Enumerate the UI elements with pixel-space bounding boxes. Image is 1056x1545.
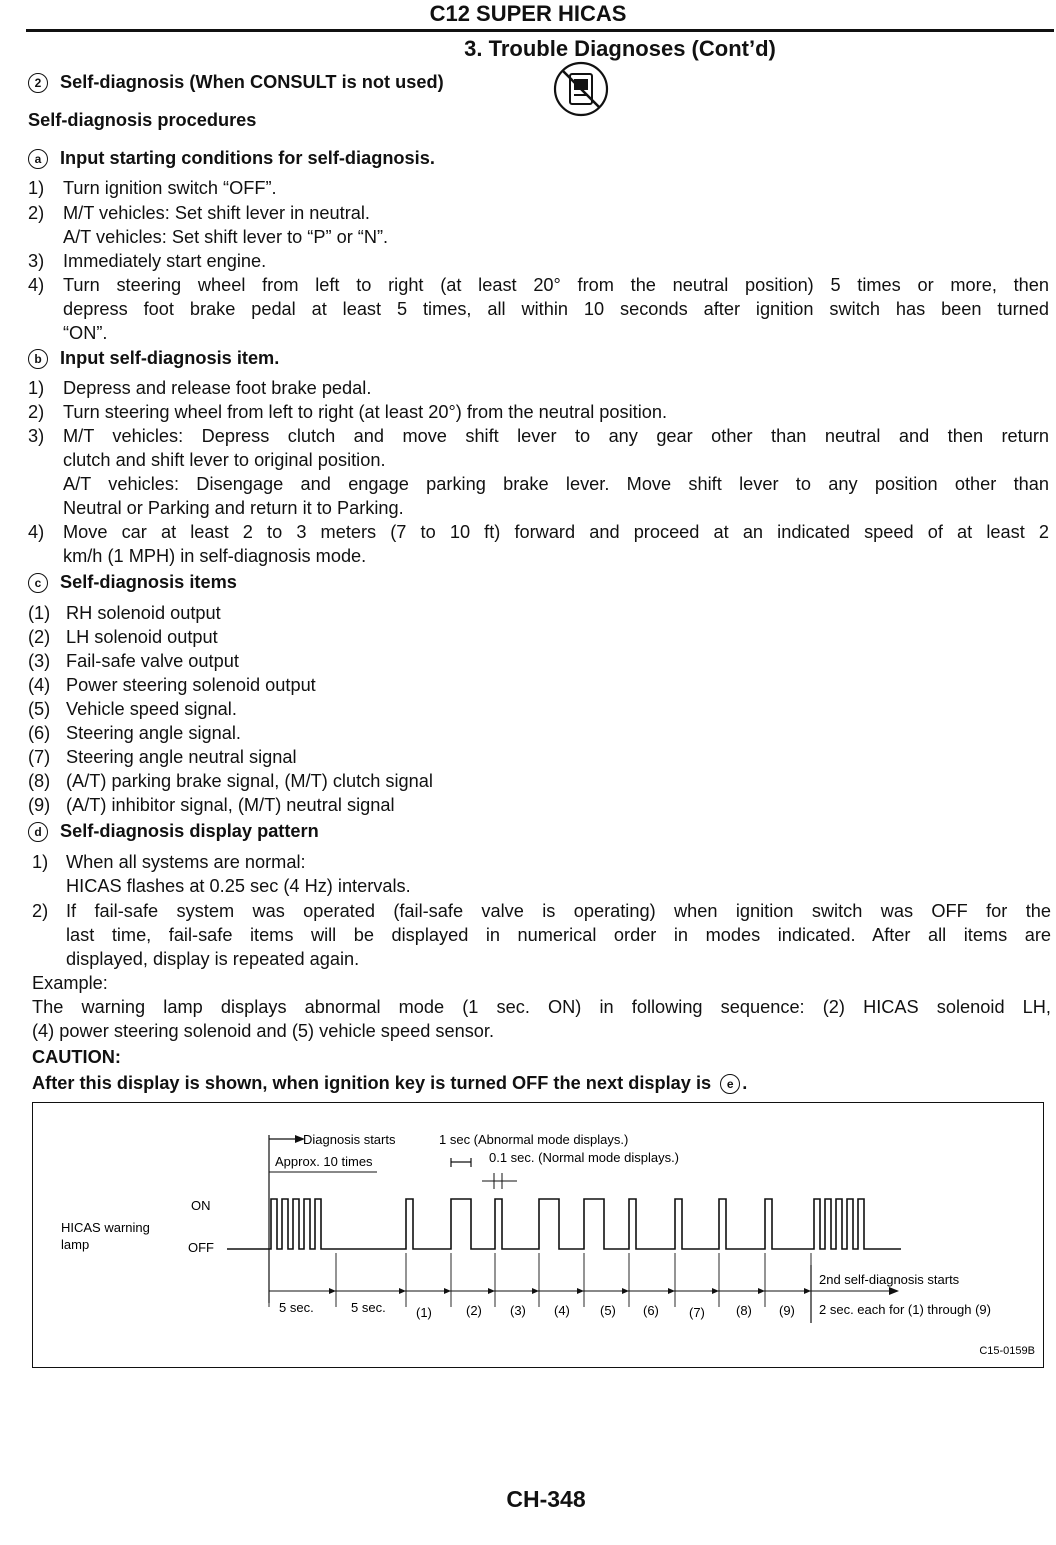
figure-id: C15-0159B bbox=[979, 1345, 1035, 1357]
lamp-label-line-2: lamp bbox=[61, 1237, 90, 1252]
step-text: When all systems are normal: bbox=[66, 852, 306, 872]
second-diag-label: 2nd self-diagnosis starts bbox=[819, 1272, 960, 1287]
step-text: “ON”. bbox=[63, 323, 108, 343]
part-b-heading bbox=[28, 346, 279, 370]
segment-label: (8) bbox=[736, 1303, 752, 1318]
part-c-marker: c bbox=[28, 573, 48, 593]
second-diag-arrow-head bbox=[889, 1287, 899, 1295]
step-number: 3) bbox=[28, 426, 45, 446]
timeline-arrow-head bbox=[444, 1288, 451, 1294]
step-number: 4) bbox=[28, 275, 45, 295]
item-number: (9) bbox=[28, 795, 51, 815]
lamp-label-line-1: HICAS warning bbox=[61, 1220, 150, 1235]
part-b-marker: b bbox=[28, 349, 48, 369]
item-text: Vehicle speed signal. bbox=[66, 699, 237, 719]
item-text: (A/T) inhibitor signal, (M/T) neutral signal bbox=[66, 795, 395, 815]
part-a-marker: a bbox=[28, 149, 48, 169]
normal-mode-label: 0.1 sec. (Normal mode displays.) bbox=[489, 1150, 680, 1165]
item-text: Steering angle signal. bbox=[66, 723, 241, 743]
part-b-title: Input self-diagnosis item. bbox=[60, 348, 280, 368]
step-text: km/h (1 MPH) in self-diagnosis mode. bbox=[63, 546, 367, 566]
figure-box bbox=[32, 1102, 1044, 1368]
no-consult-icon bbox=[551, 60, 611, 118]
waveform-trace bbox=[227, 1199, 901, 1249]
step-number: 1) bbox=[32, 852, 49, 872]
timeline-arrow-head bbox=[804, 1288, 811, 1294]
step-text: A/T vehicles: Set shift lever to “P” or “N”. bbox=[63, 227, 389, 247]
lamp-waveform bbox=[227, 1199, 901, 1249]
segment-label: (7) bbox=[689, 1305, 705, 1320]
page-number: CH-348 bbox=[506, 1486, 586, 1512]
step-number: 4) bbox=[28, 522, 45, 542]
item-text: LH solenoid output bbox=[66, 627, 218, 647]
segment-label: (1) bbox=[416, 1305, 432, 1320]
step-text: M/T vehicles: Set shift lever in neutral. bbox=[63, 203, 370, 223]
segment-label: (5) bbox=[600, 1303, 616, 1318]
segment-label: (4) bbox=[554, 1303, 570, 1318]
lamp-label bbox=[61, 1220, 150, 1252]
caution-text: After this display is shown, when ignition key is turned OFF the next display is bbox=[32, 1073, 712, 1093]
item-text: Steering angle neutral signal bbox=[66, 747, 297, 767]
caution-ref-marker: e bbox=[720, 1074, 740, 1094]
subsection-marker: 2 bbox=[28, 73, 48, 93]
segment-label: 5 sec. bbox=[279, 1300, 314, 1315]
item-text: Power steering solenoid output bbox=[66, 675, 316, 695]
step-text: Neutral or Parking and return it to Parking. bbox=[63, 498, 404, 518]
step-number: 2) bbox=[28, 402, 45, 422]
step-number: 1) bbox=[28, 378, 45, 398]
example-label: Example: bbox=[32, 973, 108, 993]
step-text: displayed, display is repeated again. bbox=[66, 949, 360, 969]
step-text: Immediately start engine. bbox=[63, 251, 267, 271]
step-text: last time, fail-safe items will be displayed in numerical order in modes indicated. After all items are bbox=[66, 925, 1051, 945]
segment-labels bbox=[279, 1300, 795, 1320]
example-line-2: (4) power steering solenoid and (5) vehicle speed sensor. bbox=[32, 1021, 495, 1041]
timing-diagram bbox=[33, 1103, 1045, 1369]
diagnosis-starts-label: Diagnosis starts bbox=[303, 1132, 396, 1147]
segment-label: 5 sec. bbox=[351, 1300, 386, 1315]
procedures-heading: Self-diagnosis procedures bbox=[28, 110, 257, 130]
part-c-title: Self-diagnosis items bbox=[60, 572, 237, 592]
step-text: Move car at least 2 to 3 meters (7 to 10 ft) forward and proceed at an indicated speed of at least 2 bbox=[63, 522, 1049, 542]
timeline-arrow-head bbox=[532, 1288, 539, 1294]
step-text: depress foot brake pedal at least 5 times, all within 10 seconds after ignition switch has been turned bbox=[63, 299, 1049, 319]
item-text: Fail-safe valve output bbox=[66, 651, 239, 671]
step-number: 3) bbox=[28, 251, 45, 271]
subsection-title: Self-diagnosis (When CONSULT is not used) bbox=[60, 72, 444, 92]
step-number: 2) bbox=[28, 203, 45, 223]
abnormal-mode-label: 1 sec (Abnormal mode displays.) bbox=[439, 1132, 629, 1147]
timeline-ticks bbox=[269, 1253, 811, 1307]
on-label: ON bbox=[191, 1198, 211, 1213]
section-title: 3. Trouble Diagnoses (Cont’d) bbox=[464, 36, 776, 61]
item-number: (1) bbox=[28, 603, 51, 623]
item-number: (7) bbox=[28, 747, 51, 767]
caution-text-line: After this display is shown, when ignition key is turned OFF the next display is e . bbox=[32, 1073, 748, 1093]
segment-label: (3) bbox=[510, 1303, 526, 1318]
segment-label: (9) bbox=[779, 1303, 795, 1318]
example-line-1: The warning lamp displays abnormal mode (1 sec. ON) in following sequence: (2) HICAS solenoid LH, bbox=[32, 997, 1051, 1017]
part-d-heading bbox=[28, 819, 319, 843]
timeline-arrow-head bbox=[758, 1288, 765, 1294]
step-text: M/T vehicles: Depress clutch and move shift lever to any gear other than neutral and then return bbox=[63, 426, 1049, 446]
caution-label: CAUTION: bbox=[32, 1047, 121, 1067]
step-text: HICAS flashes at 0.25 sec (4 Hz) intervals. bbox=[66, 876, 411, 896]
timeline-arrow-head bbox=[622, 1288, 629, 1294]
step-text: clutch and shift lever to original position. bbox=[63, 450, 386, 470]
step-text: Turn steering wheel from left to right (at least 20°) from the neutral position. bbox=[63, 402, 668, 422]
timeline-arrow-head bbox=[399, 1288, 406, 1294]
item-number: (8) bbox=[28, 771, 51, 791]
step-text: Turn ignition switch “OFF”. bbox=[63, 178, 277, 198]
step-text: Depress and release foot brake pedal. bbox=[63, 378, 372, 398]
timeline-arrow-head bbox=[329, 1288, 336, 1294]
header-rule bbox=[26, 29, 1054, 32]
timeline-arrow-head bbox=[712, 1288, 719, 1294]
approx-times-label: Approx. 10 times bbox=[275, 1154, 373, 1169]
part-d-title: Self-diagnosis display pattern bbox=[60, 821, 319, 841]
two-sec-label: 2 sec. each for (1) through (9) bbox=[819, 1302, 991, 1317]
step-number: 2) bbox=[32, 901, 49, 921]
step-text: A/T vehicles: Disengage and engage parking brake lever. Move shift lever to any position other than bbox=[63, 474, 1049, 494]
part-a-heading bbox=[28, 146, 435, 170]
off-label: OFF bbox=[188, 1240, 214, 1255]
part-d-marker: d bbox=[28, 822, 48, 842]
item-text: RH solenoid output bbox=[66, 603, 221, 623]
segment-label: (2) bbox=[466, 1303, 482, 1318]
timeline-arrow-head bbox=[577, 1288, 584, 1294]
part-c-heading bbox=[28, 570, 237, 594]
subsection-heading bbox=[28, 70, 444, 94]
item-number: (5) bbox=[28, 699, 51, 719]
timeline-arrow-head bbox=[668, 1288, 675, 1294]
item-number: (4) bbox=[28, 675, 51, 695]
item-number: (3) bbox=[28, 651, 51, 671]
step-text: Turn steering wheel from left to right (at least 20° from the neutral position) 5 times or more, then bbox=[63, 275, 1049, 295]
item-text: (A/T) parking brake signal, (M/T) clutch signal bbox=[66, 771, 433, 791]
header-title: C12 SUPER HICAS bbox=[429, 1, 627, 26]
timeline-arrow-head bbox=[488, 1288, 495, 1294]
step-number: 1) bbox=[28, 178, 45, 198]
segment-label: (6) bbox=[643, 1303, 659, 1318]
part-a-title: Input starting conditions for self-diagnosis. bbox=[60, 148, 435, 168]
item-number: (2) bbox=[28, 627, 51, 647]
step-text: If fail-safe system was operated (fail-safe valve is operating) when ignition switch was OFF for the bbox=[66, 901, 1051, 921]
item-number: (6) bbox=[28, 723, 51, 743]
